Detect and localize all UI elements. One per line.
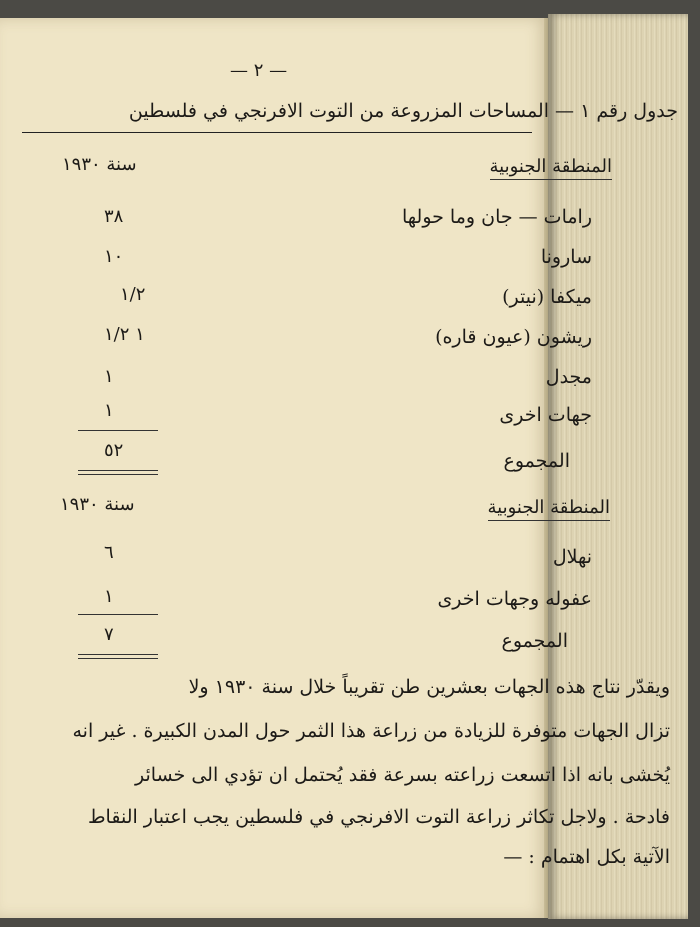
table-row-value: ١ [104,400,114,421]
total-value: ٥٢ [104,440,124,461]
paragraph-line: يُخشى بانه اذا اتسعت زراعته بسرعة فقد يُحتمل ان تؤدي الى خسائر [135,764,670,786]
table-row-name: عفوله وجهات اخرى [437,588,592,610]
paragraph-line: الآتية بكل اهتمام : — [503,846,670,868]
table-row-name: جهات اخرى [499,404,592,426]
table-row-value: ١/٢ [120,284,146,305]
region-header: المنطقة الجنوبية [488,497,611,521]
table-row-value: ٣٨ [104,206,124,227]
paragraph-line: تزال الجهات متوفرة للزيادة من زراعة هذا الثمر حول المدن الكبيرة . غير انه [72,720,670,742]
page-number: — ٢ — [230,60,288,81]
total-label: المجموع [501,630,568,652]
total-rule [78,614,158,615]
table-row-name: مجدل [545,366,592,388]
paragraph-line: فادحة . ولاجل تكاثر زراعة التوت الافرنجي في فلسطين يجب اعتبار النقاط [87,806,670,828]
paragraph-line: ويقدّر نتاج هذه الجهات بعشرين طن تقريباً خلال سنة ١٩٣٠ ولا [188,676,670,698]
total-label: المجموع [503,450,570,472]
table-row-name: ريشون (عيون قاره) [435,326,592,348]
table-row-value: ١ [104,586,114,607]
total-double-rule [78,470,158,475]
total-value: ٧ [104,624,114,645]
region-header: المنطقة الجنوبية [490,156,613,180]
total-rule [78,430,158,431]
total-double-rule [78,654,158,659]
table-row-name: سارونا [540,246,592,268]
table-row-name: ميكفا (نيتر) [502,286,592,308]
table-row-value: ١٠ [104,246,124,267]
year-header: سنة ١٩٣٠ [62,154,137,175]
table-row-value: ١ ١/٢ [104,324,145,345]
table-row-value: ٦ [104,542,114,563]
table-row-name: نهلال [552,546,592,568]
table-row-name: رامات — جان وما حولها [402,206,592,228]
year-header: سنة ١٩٣٠ [60,494,135,515]
table-row-value: ١ [104,366,114,387]
caption-rule [22,132,532,133]
table-caption: جدول رقم ١ — المساحات المزروعة من التوت الافرنجي في فلسطين [128,100,678,122]
